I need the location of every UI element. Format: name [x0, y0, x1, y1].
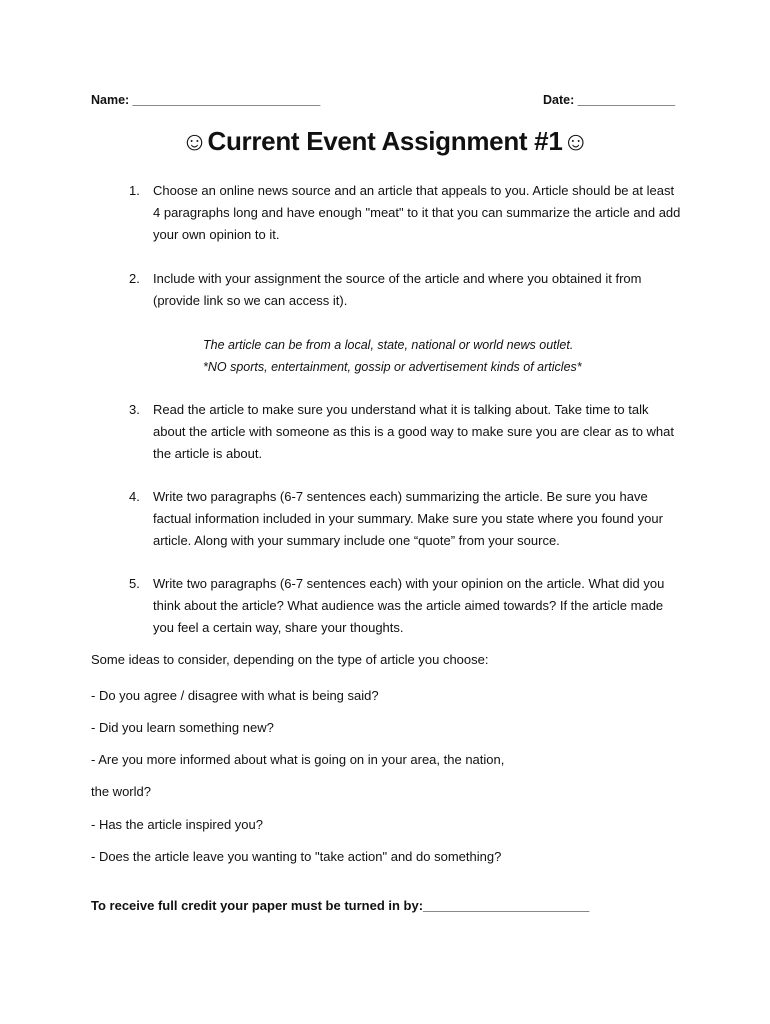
idea-item: - Did you learn something new?: [91, 720, 274, 735]
idea-item: - Are you more informed about what is going on in your area, the nation,: [91, 752, 505, 767]
step-text: Choose an online news source and an article that appeals to you. Article should be at least 4 paragraphs long and have enough "meat" to it that you can summarize the article and add your own opinion to it.: [153, 183, 681, 242]
step-number: 1.: [129, 183, 140, 198]
idea-item: - Has the article inspired you?: [91, 817, 263, 832]
due-date-line: To receive full credit your paper must be turned in by:_______________________: [91, 898, 590, 913]
page-title: ☺Current Event Assignment #1☺: [181, 126, 589, 156]
idea-item: - Do you agree / disagree with what is being said?: [91, 688, 379, 703]
date-line: Date: ______________: [543, 93, 676, 107]
note-line: *NO sports, entertainment, gossip or advertisement kinds of articles*: [203, 360, 582, 374]
step-text: Write two paragraphs (6-7 sentences each) summarizing the article. Be sure you have factual information included in your summary. Make sure you state where you found your article. Along with your summary include one “quote” from your source.: [153, 489, 663, 548]
step-text: Write two paragraphs (6-7 sentences each) with your opinion on the article. What did you think about the article? What audience was the article aimed towards? If the article made you feel a certain way, share your thoughts.: [153, 576, 665, 635]
ideas-intro: Some ideas to consider, depending on the type of article you choose:: [91, 652, 489, 667]
idea-item: the world?: [91, 784, 151, 799]
idea-item: - Does the article leave you wanting to "take action" and do something?: [91, 849, 502, 864]
step-number: 5.: [129, 576, 140, 591]
note-line: The article can be from a local, state, national or world news outlet.: [203, 338, 574, 352]
step-number: 4.: [129, 489, 140, 504]
step-text: Include with your assignment the source of the article and where you obtained it from (provide link so we can access it).: [153, 271, 642, 308]
step-number: 2.: [129, 271, 140, 286]
step-number: 3.: [129, 402, 140, 417]
name-line: Name: ___________________________: [91, 93, 321, 107]
step-text: Read the article to make sure you understand what it is talking about. Take time to talk about the article with someone as this is a good way to make sure you are clear as to what the article is about.: [153, 402, 674, 461]
